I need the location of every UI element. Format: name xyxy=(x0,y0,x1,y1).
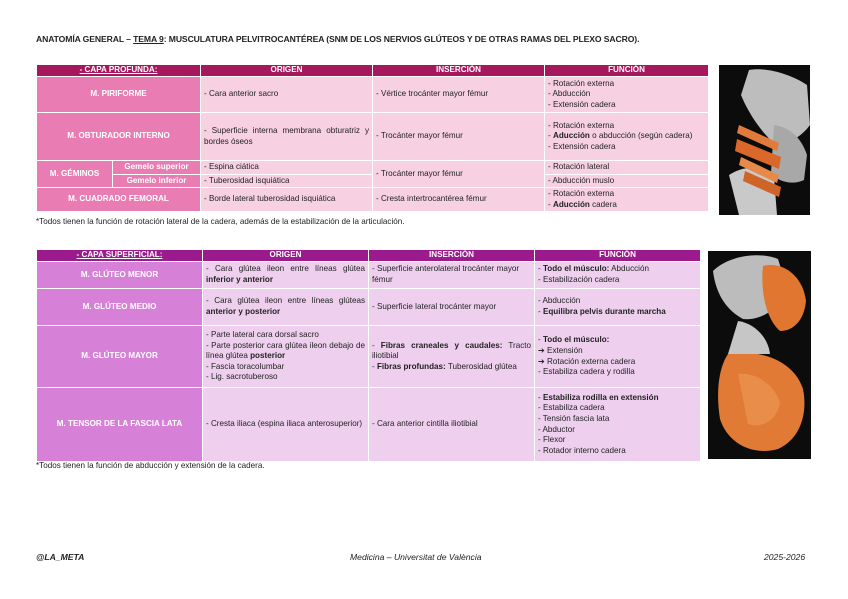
deep-layer-table xyxy=(36,64,709,212)
footer-institution: Medicina – Universitat de València xyxy=(350,552,482,562)
header-origen: ORIGEN xyxy=(203,250,369,262)
table-row: M. GLÚTEO MENOR - Cara glútea ileon entre líneas glútea inferior y anterior - Superficie anterolateral trocánter mayor fémur - Todo el músculo: Abducción - Estabilización cadera xyxy=(37,262,701,289)
arrow-right-icon: ➔ xyxy=(538,356,545,366)
gemelo-superior: Gemelo superior xyxy=(113,161,201,175)
muscle-name: M. TENSOR DE LA FASCIA LATA xyxy=(37,388,203,462)
header-funcion: FUNCIÓN xyxy=(535,250,701,262)
table-row: Gemelo inferior - Tuberosidad isquiática - Abducción muslo xyxy=(37,174,709,188)
arrow-right-icon: ➔ xyxy=(538,345,545,355)
deep-layer-note: *Todos tienen la función de rotación lateral de la cadera, además de la estabilización de la articulación. xyxy=(36,217,405,226)
header-origen: ORIGEN xyxy=(201,65,373,77)
table-row: M. PIRIFORME - Cara anterior sacro - Vértice trocánter mayor fémur - Rotación externa - Abducción - Extensión cadera xyxy=(37,77,709,113)
header-insercion: INSERCIÓN xyxy=(373,65,545,77)
muscle-name: M. GLÚTEO MAYOR xyxy=(37,326,203,388)
gemelo-inferior: Gemelo inferior xyxy=(113,174,201,188)
header-funcion: FUNCIÓN xyxy=(545,65,709,77)
gluteus-maximus-image xyxy=(708,354,811,459)
superficial-layer-table xyxy=(36,249,701,462)
deep-muscles-image xyxy=(719,65,810,215)
table-header-row xyxy=(37,250,701,262)
table-row: M. OBTURADOR INTERNO - Superficie interna membrana obturatriz y bordes óseos - Trocánter mayor fémur - Rotación externa - Aducción o abducción (según cadera) - Extensión cadera xyxy=(37,113,709,161)
muscle-name: M. GLÚTEO MENOR xyxy=(37,262,203,289)
header-insercion: INSERCIÓN xyxy=(369,250,535,262)
table-row: M. GLÚTEO MEDIO - Cara glútea ileon entre líneas glúteas anterior y posterior - Superficie lateral trocánter mayor - Abducción - Equilibra pelvis durante marcha xyxy=(37,289,701,326)
muscle-name: M. PIRIFORME xyxy=(37,77,201,113)
footer-year: 2025-2026 xyxy=(764,552,806,562)
muscle-name: M. CUADRADO FEMORAL xyxy=(37,188,201,212)
header-deep-layer: - CAPA PROFUNDA: xyxy=(37,65,201,77)
muscle-name: M. GÉMINOS xyxy=(37,161,113,188)
gluteus-medius-image xyxy=(708,251,811,354)
muscle-name: M. GLÚTEO MEDIO xyxy=(37,289,203,326)
table-row: M. TENSOR DE LA FASCIA LATA - Cresta iliaca (espina iliaca anterosuperior) - Cara anterior cintilla iliotibial - Estabiliza rodilla en extensión - Estabiliza cadera - Tensión fascia lata - Abductor - Flexor - Rotador interno cadera xyxy=(37,388,701,462)
table-row: M. CUADRADO FEMORAL - Borde lateral tuberosidad isquiática - Cresta intertrocantérea fémur - Rotación externa - Aducción cadera xyxy=(37,188,709,212)
table-row: M. GÉMINOS Gemelo superior - Espina ciática - Trocánter mayor fémur - Rotación lateral xyxy=(37,161,709,175)
superficial-layer-note: *Todos tienen la función de abducción y extensión de la cadera. xyxy=(36,461,265,470)
muscle-name: M. OBTURADOR INTERNO xyxy=(37,113,201,161)
footer-author: @LA_META xyxy=(36,552,85,562)
table-header-row xyxy=(37,65,709,77)
table-row: M. GLÚTEO MAYOR - Parte lateral cara dorsal sacro - Parte posterior cara glútea ileon debajo de línea glútea posterior - Fascia toracolumbar - Lig. sacrotuberoso - Fibras craneales y caudales: Tracto iliotibial - Fibras profundas: Tuberosidad glútea - Todo el músculo: ➔ Extensión ➔ Rotación externa cadera - Estabiliza cadera y rodilla xyxy=(37,326,701,388)
page-title: ANATOMÍA GENERAL – TEMA 9: MUSCULATURA PELVITROCANTÉREA (SNM DE LOS NERVIOS GLÚTEOS Y DE OTRAS RAMAS DEL PLEXO SACRO). xyxy=(36,34,640,44)
tema-label: TEMA 9 xyxy=(133,34,164,44)
header-superficial-layer: - CAPA SUPERFICIAL: xyxy=(37,250,203,262)
